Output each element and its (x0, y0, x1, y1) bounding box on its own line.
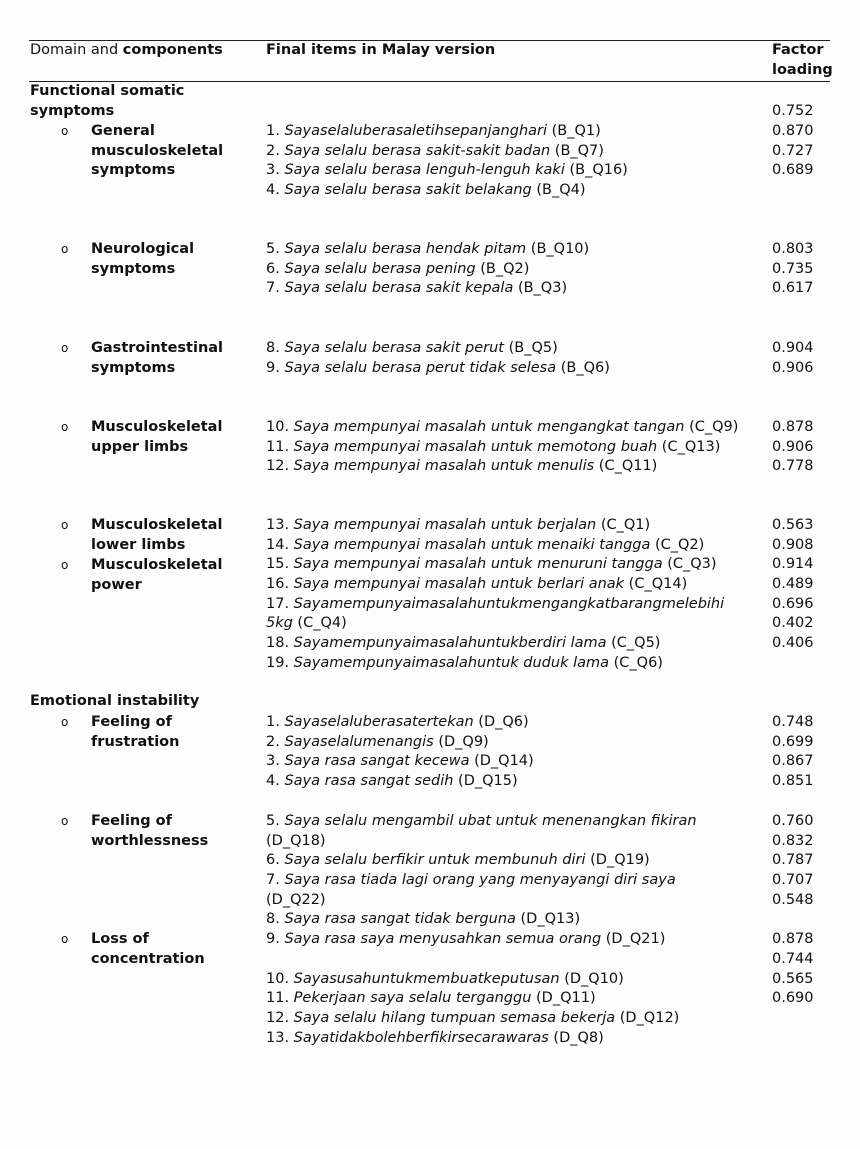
item-row (266, 1009, 771, 1029)
factor-loading: 0.908 (772, 536, 814, 553)
item-row (266, 970, 771, 990)
item-code: (B_Q1) (547, 123, 601, 139)
component-label (91, 516, 222, 555)
factor-loading: 0.787 (772, 852, 814, 869)
factor-loading: 0.727 (772, 142, 814, 159)
component-label (91, 240, 194, 279)
item-text: Sayatidakbolehberfikirsecarawaras (293, 1029, 549, 1046)
component-label-line: Gastrointestinal (91, 340, 224, 356)
item-number: 11. (266, 990, 294, 1007)
item-row (266, 930, 771, 950)
bullet-icon: o (61, 124, 69, 138)
factor-loading: 0.707 (772, 872, 814, 889)
factor-loading: 0.617 (772, 280, 814, 297)
item-text: Sayaselalumenangis (284, 733, 434, 750)
item-row (266, 851, 771, 871)
component-label-line: concentration (91, 950, 205, 967)
domain-emotional-instability: Emotional instability (30, 693, 200, 709)
item-code: (D_Q21) (601, 931, 666, 948)
item-code: (B_Q6) (556, 359, 610, 376)
component-label-line: frustration (91, 733, 180, 750)
item-text: Sayamempunyaimasalahuntukberdiri lama (293, 635, 607, 652)
item-code: (B_Q5) (503, 340, 558, 356)
item-number: 8. (266, 911, 285, 928)
item-text: Saya mempunyai masalah untuk menuruni tangga (293, 556, 663, 573)
item-text: Saya rasa sangat sedih (284, 773, 454, 790)
item-number: 1. (266, 714, 285, 730)
item-text: Saya mempunyai masalah untuk berjalan (293, 517, 597, 533)
item-number: 8. (266, 340, 285, 356)
item-code: (D_Q19) (585, 852, 650, 869)
item-code: (C_Q6) (609, 654, 663, 671)
item-number: 1. (266, 123, 285, 139)
item-number: 12. (266, 1009, 294, 1026)
item-row (266, 733, 771, 753)
loading-list (772, 812, 832, 1009)
item-number: 10. (266, 970, 294, 987)
factor-loading: 0.489 (772, 576, 814, 593)
item-number: 9. (266, 931, 285, 948)
component-label (91, 930, 205, 969)
bullet-icon: o (61, 341, 69, 355)
item-code: (C_Q13) (657, 438, 721, 455)
item-list (266, 418, 771, 477)
item-number: 12. (266, 458, 294, 475)
item-code: (C_Q11) (594, 458, 658, 475)
item-number: 6. (266, 260, 285, 277)
component-label-line: worthlessness (91, 832, 209, 849)
item-row (266, 871, 771, 891)
item-number: 5. (266, 813, 285, 829)
item-number: 13. (266, 517, 294, 533)
factor-loading: 0.744 (772, 950, 814, 967)
item-row (266, 339, 771, 359)
item-row (266, 142, 771, 162)
component-label-line: Musculoskeletal (91, 557, 223, 573)
bullet-icon: o (61, 420, 69, 434)
item-code: (D_Q14) (469, 753, 534, 770)
item-number: 7. (266, 872, 285, 889)
item-row (266, 950, 771, 970)
item-list (266, 122, 771, 201)
item-row (266, 516, 771, 536)
factor-loading: 0.565 (772, 970, 814, 987)
item-text: Saya selalu berasa sakit belakang (284, 182, 532, 199)
header-loading: loading (772, 62, 833, 78)
factor-loading: 0.832 (772, 832, 814, 849)
item-text: Saya selalu berasa perut tidak selesa (284, 359, 557, 376)
item-list (266, 713, 771, 792)
item-list (266, 516, 771, 674)
header-final-items: Final items in Malay version (266, 42, 496, 58)
factor-loading: 0.878 (772, 419, 814, 435)
factor-loading: 0.914 (772, 556, 814, 573)
item-row (266, 654, 771, 674)
component-label (91, 418, 222, 457)
component-label-line: symptoms (91, 359, 176, 376)
factor-loading (772, 910, 832, 930)
bullet-icon: o (61, 558, 69, 572)
component-label (91, 339, 223, 378)
item-code: (C_Q5) (606, 635, 661, 652)
item-number: 15. (266, 556, 294, 573)
item-code: (D_Q9) (433, 733, 489, 750)
loading-list (772, 339, 832, 378)
item-code: (C_Q1) (596, 517, 651, 533)
item-number: 14. (266, 536, 294, 553)
item-text: Saya selalu berasa sakit-sakit badan (284, 142, 551, 159)
item-code: (B_Q3) (513, 280, 568, 297)
item-row (266, 595, 771, 615)
header-domain-components: Domain and components (30, 42, 223, 58)
component-label-line: symptoms (91, 260, 176, 277)
factor-loading: 0.904 (772, 340, 814, 356)
item-text: Saya selalu mengambil ubat untuk menenangkan fikiran (284, 813, 697, 829)
factor-loading: 0.563 (772, 517, 814, 533)
item-number: 18. (266, 635, 294, 652)
item-number: 16. (266, 576, 294, 593)
item-number: 19. (266, 654, 294, 671)
domain-functional-somatic: Functional somatic symptoms (30, 83, 185, 119)
item-row (266, 161, 771, 181)
item-text: Saya selalu berasa lenguh-lenguh kaki (284, 162, 565, 179)
factor-loading: 0.689 (772, 162, 814, 179)
component-label-line: power (91, 576, 142, 593)
item-text: Saya selalu hilang tumpuan semasa bekerja (293, 1009, 616, 1026)
factor-loading: 0.748 (772, 714, 814, 730)
item-text: Saya selalu berasa pening (284, 260, 476, 277)
item-number: 10. (266, 419, 294, 435)
item-row (266, 418, 771, 438)
item-code: (C_Q3) (662, 556, 717, 573)
bullet-icon: o (61, 715, 69, 729)
factor-loading: 0.867 (772, 753, 814, 770)
factor-loading: 0.402 (772, 615, 814, 632)
item-code: (D_Q12) (615, 1009, 680, 1026)
item-number: 4. (266, 182, 285, 199)
item-code: (D_Q22) (266, 891, 326, 908)
item-text: Pekerjaan saya selalu terganggu (293, 990, 532, 1007)
item-row (266, 713, 771, 733)
item-row (266, 279, 771, 299)
item-number: 5. (266, 241, 285, 257)
item-text: Saya mempunyai masalah untuk berlari anak (293, 576, 625, 593)
loading-list (772, 713, 832, 792)
factor-loading: 0.690 (772, 990, 814, 1007)
item-text: Sayamempunyaimasalahuntuk duduk lama (293, 654, 610, 671)
item-code: (B_Q16) (564, 162, 628, 179)
item-text: Saya mempunyai masalah untuk memotong buah (293, 438, 658, 455)
item-code: (C_Q4) (292, 615, 347, 632)
factor-loading: 0.735 (772, 260, 814, 277)
item-text: Saya mempunyai masalah untuk menaiki tangga (293, 536, 651, 553)
header-factor: Factor (772, 42, 824, 58)
item-row (266, 122, 771, 142)
component-label-line: General (91, 123, 155, 139)
factor-loading: 0.878 (772, 931, 814, 948)
item-text: Sayamempunyaimasalahuntukmengangkatbarangmelebihi (293, 595, 725, 612)
bullet-icon: o (61, 932, 69, 946)
bullet-icon: o (61, 814, 69, 828)
item-code: (D_Q13) (515, 911, 581, 928)
factor-loading: 0.851 (772, 773, 814, 790)
item-number: 2. (266, 142, 285, 159)
item-list (266, 812, 771, 1048)
item-row (266, 555, 771, 575)
component-label-line: Musculoskeletal (91, 419, 223, 435)
item-row (266, 634, 771, 654)
component-label-line: symptoms (91, 162, 176, 179)
component-label-line: Feeling of (91, 714, 172, 730)
item-code: (B_Q10) (526, 241, 590, 257)
item-text: Saya rasa sangat tidak berguna (284, 911, 516, 928)
item-code: (C_Q2) (650, 536, 705, 553)
item-row (266, 752, 771, 772)
item-text: Saya selalu berasa sakit kepala (284, 280, 514, 297)
item-row-continued (266, 891, 771, 911)
component-label-line: Feeling of (91, 813, 172, 829)
item-text: Saya selalu berfikir untuk membunuh diri (284, 852, 586, 869)
component-label-line: musculoskeletal (91, 142, 224, 159)
item-row (266, 812, 771, 832)
item-code: (B_Q2) (475, 260, 530, 277)
item-text: Saya mempunyai masalah untuk mengangkat tangan (293, 419, 685, 435)
item-row (266, 1029, 771, 1049)
loading-list (772, 418, 832, 477)
item-row (266, 359, 771, 379)
item-code: (D_Q15) (453, 773, 518, 790)
item-number: 9. (266, 359, 285, 376)
item-number: 7. (266, 280, 285, 297)
bullet-icon: o (61, 518, 69, 532)
item-row (266, 989, 771, 1009)
item-row (266, 240, 771, 260)
item-row (266, 457, 771, 477)
item-number: 4. (266, 773, 285, 790)
item-text: Saya selalu berasa sakit perut (284, 340, 504, 356)
item-code: (B_Q7) (550, 142, 604, 159)
item-number: 11. (266, 438, 294, 455)
item-row-continued (266, 614, 771, 634)
component-label (91, 812, 208, 851)
item-number: 3. (266, 753, 285, 770)
item-row (266, 260, 771, 280)
item-text: Saya rasa sangat kecewa (284, 753, 470, 770)
item-code: (C_Q14) (624, 576, 688, 593)
item-code: (D_Q18) (266, 832, 326, 849)
item-code: (B_Q4) (531, 182, 586, 199)
item-list (266, 339, 771, 378)
item-code: (D_Q11) (531, 990, 596, 1007)
component-label-line: upper limbs (91, 438, 189, 455)
item-row (266, 536, 771, 556)
component-label (91, 556, 222, 595)
item-code: (D_Q6) (473, 714, 529, 730)
component-label-line: Neurological (91, 241, 195, 257)
item-row (266, 438, 771, 458)
item-number: 6. (266, 852, 285, 869)
item-row (266, 772, 771, 792)
component-label (91, 122, 223, 181)
item-row (266, 575, 771, 595)
item-text: Sayaselaluberasaletihsepanjanghari (284, 123, 548, 139)
factor-loading: 0.760 (772, 813, 814, 829)
loading-list (772, 122, 832, 181)
item-row-continued (266, 832, 771, 852)
item-row (266, 181, 771, 201)
item-text: Saya selalu berasa hendak pitam (284, 241, 527, 257)
bullet-icon: o (61, 242, 69, 256)
item-number: 2. (266, 733, 285, 750)
factor-loading: 0.803 (772, 241, 814, 257)
component-label-line: Loss of (91, 931, 149, 947)
factor-loading: 0.906 (772, 438, 814, 455)
factor-loading: 0.548 (772, 891, 814, 908)
item-code: (D_Q10) (559, 970, 624, 987)
component-label (91, 713, 179, 752)
item-number: 3. (266, 162, 285, 179)
loading-list (772, 516, 832, 654)
item-text-continued: 5kg (266, 615, 293, 632)
factor-loading: 0.778 (772, 458, 814, 475)
loading-list (772, 240, 832, 299)
factor-loading: 0.699 (772, 733, 814, 750)
factor-loading: 0.406 (772, 635, 814, 652)
domain-loading: 0.752 (772, 103, 814, 119)
item-code: (D_Q8) (548, 1029, 604, 1046)
item-text: Saya rasa saya menyusahkan semua orang (284, 931, 602, 948)
item-number: 13. (266, 1029, 294, 1046)
component-label-line: Musculoskeletal (91, 517, 223, 533)
item-list (266, 240, 771, 299)
item-text: Sayaselaluberasatertekan (284, 714, 474, 730)
component-label-line: lower limbs (91, 536, 186, 553)
item-text: Saya mempunyai masalah untuk menulis (293, 458, 595, 475)
factor-loading: 0.870 (772, 123, 814, 139)
item-code: (C_Q9) (684, 419, 739, 435)
item-row (266, 910, 771, 930)
item-text: Sayasusahuntukmembuatkeputusan (293, 970, 560, 987)
item-number: 17. (266, 595, 294, 612)
factor-loading: 0.906 (772, 359, 814, 376)
factor-loading: 0.696 (772, 595, 814, 612)
item-text: Saya rasa tiada lagi orang yang menyayangi diri saya (284, 872, 676, 889)
